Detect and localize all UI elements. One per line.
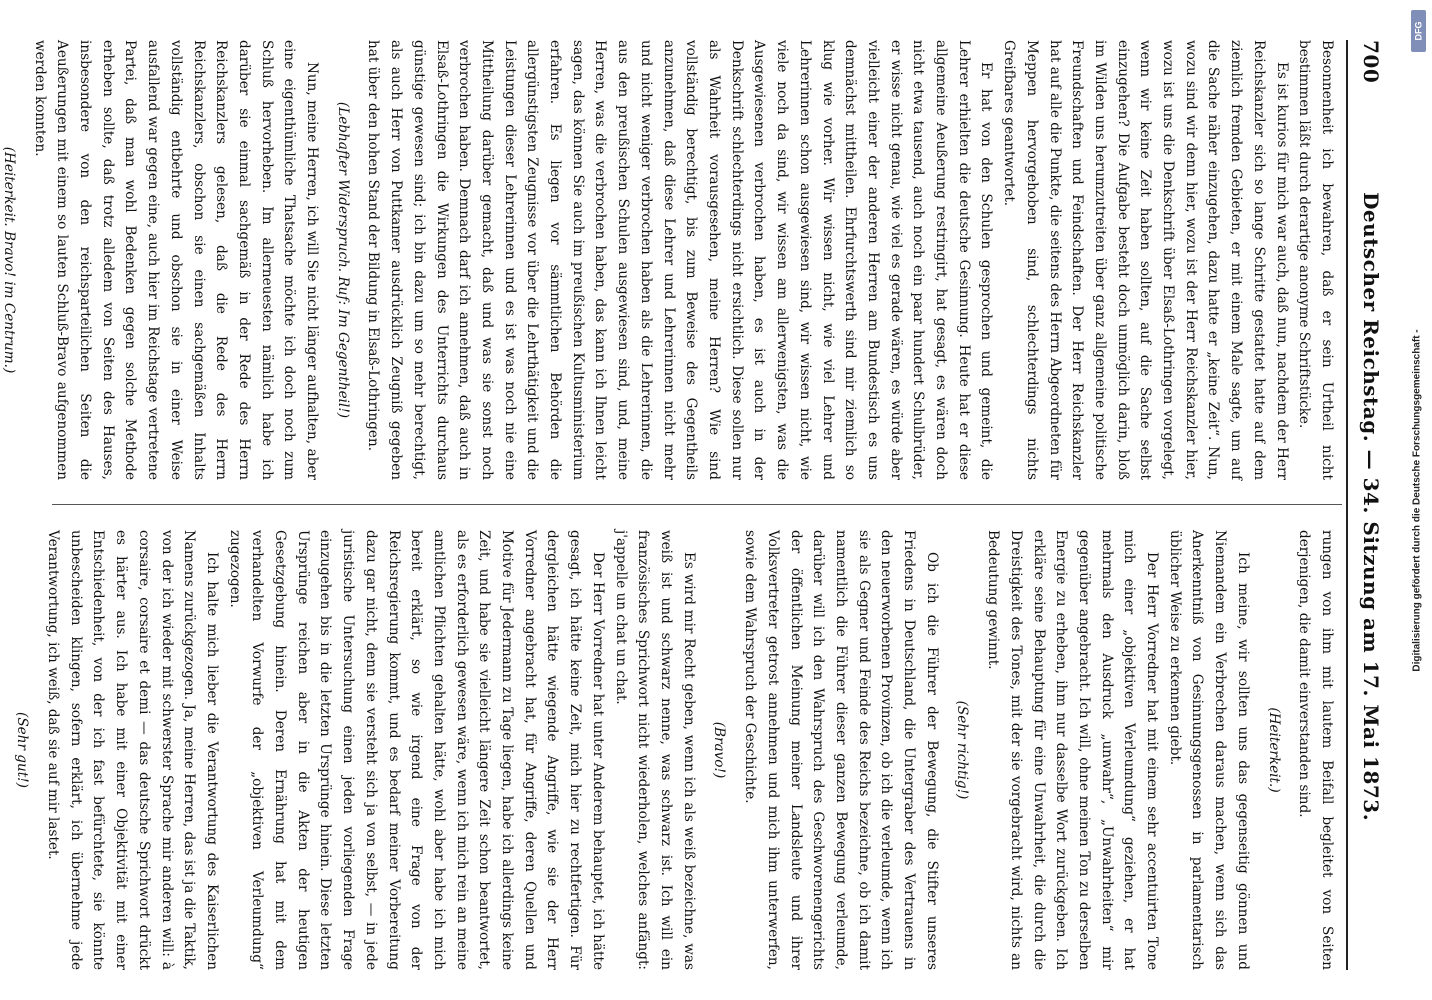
paragraph: Es wird mir Recht geben, wenn ich als weiß bezeichne, was weiß ist und schwarz nenne, was schwarz ist. Ich will ein französisches Sprichwort nicht wiederholen, welches anfängt: j'appelle un chat un chat. bbox=[612, 530, 697, 970]
right-column bbox=[14, 530, 1338, 970]
running-title: Deutscher Reichstag. — 34. Sitzung am 17. Mai 1873. bbox=[1359, 192, 1383, 822]
paragraph bbox=[0, 530, 3, 970]
page-number: 700 bbox=[1359, 40, 1383, 84]
remark: (Sehr richtig!) bbox=[954, 700, 971, 800]
paragraph: Ich halte mich lieber die Verantwortung des Kaiserlichen Namens zurückgezogen. Ja, meine Herren, das ist ja die Taktik, von der ich wieder mit schwerster Sprache mir anderen will: à corsaire, corsaire et demi — das deutsche Sprichwort drückt es härter aus. Ich habe mit einer Objektivität mit einer Entschiedenheit, von der ich fast befürchtete, sie könnte unbescheiden klingen, sofern erklärt, ich übernehme jede Verantwortung, ich weiß, daß sie auf mir lastet. bbox=[45, 530, 220, 970]
paragraph: Der Herr Vorredner hat unter Anderem behauptet, ich hätte gesagt, ich hätte keine Zeit, mich hier zu rechtfertigen. Für dergleichen hätte wiegende Angriffe, wie sie der Herr Vorredner angebracht hat, für Angriffe, deren Quellen und Motive für Jedermann zu Tage liegen, habe ich allerdings keine Zeit, und habe sie vielleicht längere Zeit schon beantwortet, als es erforderlich gewesen wäre, wenn ich mich rein an meine amtlichen Pflichten gehalten hätte, wohl aber habe ich mich bereit erklärt, so wie irgend eine Frage von der Reichsregierung kommt, und es bedarf meiner Vorbereitung dazu gar nicht, denn sie versteht sich ja von selbst, — in jede juristische Untersuchung einen jeden vorliegenden Frage einzugehen bis in die letzten Ursprünge hinein. Diese letzten Ursprünge reichen aber in die Akten der heutigen Gesetzgebung hinein. Deren Ernährung hat mit dem verhandelten Vorwurfe der „objektiven Verleumdung“ zugezogen. bbox=[226, 530, 606, 970]
remark: (Heiterkeit.) bbox=[1265, 707, 1282, 793]
remark: (Lebhafter Widerspruch. Ruf: Im Gegentheil!) bbox=[334, 101, 351, 419]
remark: (Heiterkeit. Bravo! im Centrum.) bbox=[0, 146, 17, 374]
column-divider bbox=[52, 504, 1342, 505]
paragraph: Nun, meine Herren, ich will Sie nicht länger aufhalten, aber eine eigenthümliche Thatsache möchte ich doch noch zum Schluß hervorheben. Im allerneuesten nämlich habe ich darüber sie einmal sachgemäß in der Rede des Herrn Reichskanzlers gelesen, daß die Rede des Herrn Reichskanzlers, obschon sie einen sachgemäßen Inhalts vollständig entbehrte und obschon sie in einer Weise ausfallend war gegen eine, auch hier im Reichstage vertretene Partei, daß man wohl Bedenken gegen solche Methode erheben sollte, daß trotz alledem von Seiten des Hauses, insbesondere von den reichsparteilichen Seiten die Aeußerungen mit einem so lauten Schluß-Bravo aufgenommen werden konnten. bbox=[31, 40, 321, 480]
paragraph: Ob ich die Führer der Bewegung, die Stifter unseres Friedens in Deutschland, die Untergraber des Vertrauens in den neuerworbenen Provinzen, ob ich die verleumde, wenn ich sie als Gegner und Feinde des Reichs bezeichne, ob ich damit namentlich die Führer dieser ganzen Bewegung verleumde, darüber will ich den Wahrspruch des Geschworenengerichts der öffentlichen Meinung meiner Landsleute und ihrer Volksvertreter getrost annehmen und mich ihm unterwerfen, sowie dem Wahrspruch der Geschichte. bbox=[742, 530, 940, 970]
left-column bbox=[0, 40, 1338, 480]
remark: (Bravo!) bbox=[711, 721, 728, 779]
paragraph: Es ist kurios für mich war auch, daß nun, nachdem der Herr Reichskanzler sich so lange Schritte gestattet hatte auf dem ziemlich fremden Gebieten, er mit einem Male sagte, um auf die Sache näher einzugehen, dazu hatte er „keine Zeit“. Nun, wozu sind wir denn hier, wozu ist der Herr Reichskanzler hier, wozu ist uns die Denkschrift über Elsaß-Lothringen vorgelegt, wenn wir keine Zeit haben sollten, auf die Sache selbst einzugehen? Die Aufgabe besteht doch unmöglich darin, bloß im Wilden uns herumzutreiten über ganz allgemeine politische Freundschaften und Feindschaften. Der Herr Reichskanzler hat auf alle die Punkte, die seitens des Herrn Abgeordneten für Meppen hervorgehoben sind, schlechterdings nichts Greifbares geantwortet. bbox=[1001, 40, 1290, 480]
paragraph: rungen von ihm mit lautem Beifall begleitet von Seiten derjenigen, die damit einverstanden sind. bbox=[1296, 530, 1335, 970]
dfg-logo bbox=[1411, 10, 1426, 52]
paragraph: Ich meine, wir sollten uns das gegenseitig gönnen und Niemandem ein Verbrechen daraus machen, wenn sich das Anerkenntniß von Gesinnungsgenossen in parlamentarisch üblicher Weise zu erkennen giebt. bbox=[1166, 530, 1251, 970]
digitization-credit bbox=[1406, 6, 1428, 994]
running-head bbox=[1354, 40, 1388, 970]
credit-text: Digitalisierung gefördert durch die Deutsche Forschungsgemeinschaft - bbox=[1411, 328, 1423, 672]
remark: (Sehr gut!) bbox=[14, 712, 31, 788]
dfg-badge-text: DFG bbox=[1413, 21, 1424, 41]
paragraph: Er hat von den Schulen gesprochen und gemeint, die Lehrer erhielten die deutsche Gesinnung. Heute hat er diese allgemeine Aeußerung restringirt, hat gesagt, es wären doch nicht etwa tausend, auch noch ein paar hundert Schulbrüder, er wisse nicht genau, wie viel es gerade wären, es würde aber vielleicht einer der anderen Herren am Bundestisch es uns demnächst mittheilen. Ehrfurchtswerth sind mir ziemlich so klug wie vorher. Wir wissen nicht, wie viel Lehrer und Lehrerinnen schon ausgewiesen sind, wir wissen nicht, wie viele noch da sind, wir wissen am allerwenigsten, was die Ausgewiesenen verbrochen haben, es ist auch in der Denkschrift schlechterdings nicht ersichtlich. Diese sollen nur als Wahrheit vorausgesehen, meine Herren? Wie sind vollständig berechtigt, bis zum Beweise des Gegentheils anzunehmen, daß diese Lehrer und Lehrerinnen nicht mehr und nicht weniger verbrochen haben als die Lehrerinnen, die aus den preußischen Schulen ausgewiesen sind, und, meine Herren, was die verbrochen haben, das kann ich Ihnen leicht sagen, das können Sie auch im preußischen Kultusministerium erfahren. Es liegen vor sämmtlichen Behörden die allergünstigsten Zeugnisse vor über die Lehrthätigkeit und die Leistungen dieser Lehrerinnen und es ist was noch nie eine Mittheilung darüber gemacht, daß und was sie sonst noch verbrochen haben. Demnach darf ich annehmen, daß auch in Elsaß-Lothringen die Wirkungen des Unterrichts durchaus günstige gewesen sind; ich bin dazu um so mehr berechtigt, als auch Herr von Puttkamer ausdrücklich Zeugniß gegeben hat über den hohen Stand der Bildung in Elsaß-Lothringen. bbox=[365, 40, 995, 480]
paragraph: Besonnenheit ich bewahren, daß er sein Urtheil nicht bestimmen läßt durch derartige anonyme Schriftstücke. bbox=[1296, 40, 1335, 480]
header-rule bbox=[1346, 40, 1348, 970]
paragraph: Der Herr Vorredner hat mit einem sehr accentuirten Tone mich einer „objektiven Verleumdung“ geziehen, er hat mehrmals den Ausdruck „unwahr“, „Unwahrheiten“ mir gegenüber angebracht. Ich will, ohne meinen Ton zu derselben Energie zu erheben, ihm nur dasselbe Wort zurückgeben. Ich erkläre seine Behauptung für eine Unwahrheit, die durch die Dreistigkeit des Tones, mit der sie vorgebracht wird, nichts an Bedeutung gewinnt. bbox=[985, 530, 1161, 970]
